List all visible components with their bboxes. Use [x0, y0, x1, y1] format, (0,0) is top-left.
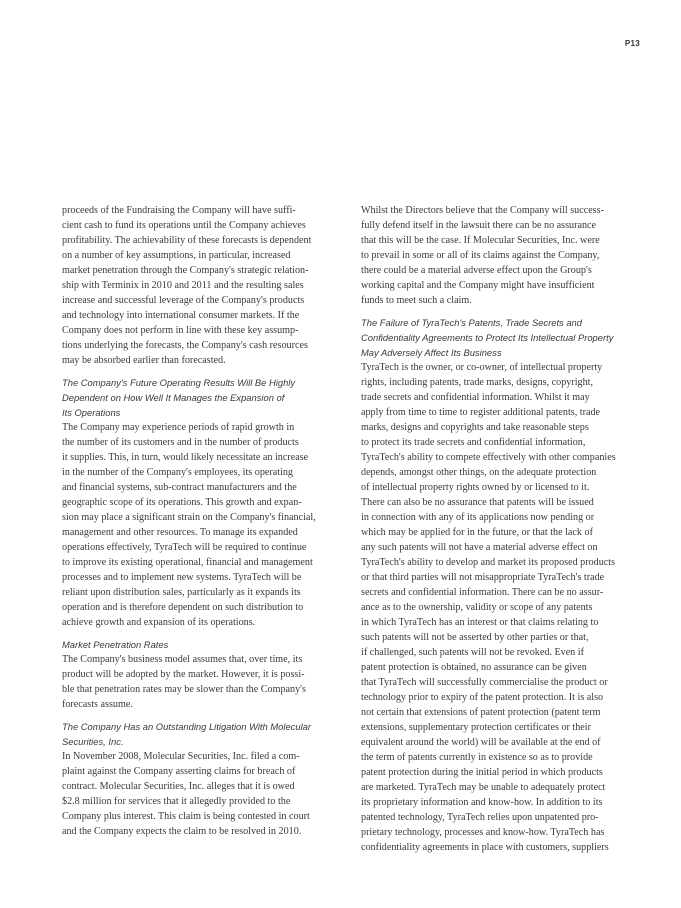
text-line: not certain that extensions of patent protection (patent term	[361, 707, 601, 718]
text-line: or that third parties will not misappropriate TyraTech's trade	[361, 572, 605, 583]
heading-line: The Company's Future Operating Results Will Be Highly	[62, 377, 296, 388]
text-line: and financial systems, sub-contract manufacturers and the	[62, 482, 297, 493]
body-paragraph	[62, 749, 341, 839]
text-line: Whilst the Directors believe that the Company will success-	[361, 205, 604, 216]
text-line: depends, amongst other things, on the adequate protection	[361, 467, 597, 478]
section-heading	[62, 719, 341, 749]
right-column	[361, 203, 640, 862]
text-line: on a number of key assumptions, in particular, increased	[62, 250, 291, 261]
heading-line: Confidentiality Agreements to Protect Its Intellectual Property	[361, 332, 614, 343]
text-line: operation and is therefore dependent on such distribution to	[62, 602, 304, 613]
text-line: in connection with any of its applications now pending or	[361, 512, 595, 523]
text-line: The Company's business model assumes that, over time, its	[62, 654, 303, 665]
text-line: to prevail in some or all of its claims against the Company,	[361, 250, 600, 261]
text-line: increase and successful leverage of the Company's products	[62, 295, 305, 306]
text-line: which may be applied for in the future, or that the lack of	[361, 527, 593, 538]
text-line: Company plus interest. This claim is being contested in court	[62, 811, 310, 822]
text-line: processes and to implement new systems. TyraTech will be	[62, 572, 302, 583]
text-line: There can also be no assurance that patents will be issued	[361, 497, 594, 508]
text-line: $2.8 million for services that it allegedly provided to the	[62, 796, 291, 807]
heading-line: Dependent on How Well It Manages the Expansion of	[62, 392, 285, 403]
text-line: in which TyraTech has an interest or that claims relating to	[361, 617, 599, 628]
text-line: and the Company expects the claim to be resolved in 2010.	[62, 826, 302, 837]
section-heading	[62, 375, 341, 420]
text-line: extensions, supplementary protection certificates or their	[361, 722, 591, 733]
text-line: rights, including patents, trade marks, designs, copyright,	[361, 377, 593, 388]
text-line: geographic scope of its operations. This growth and expan-	[62, 497, 302, 508]
text-line: technology prior to expiry of the patent protection. It is also	[361, 692, 604, 703]
text-line: operations effectively, TyraTech will be required to continue	[62, 542, 307, 553]
text-line: The Company may experience periods of rapid growth in	[62, 422, 295, 433]
text-line: secrets and confidential information. There can be no assur-	[361, 587, 604, 598]
text-line: patented technology, TyraTech relies upon unpatented pro-	[361, 812, 599, 823]
text-line: sion may place a significant strain on the Company's financial,	[62, 512, 316, 523]
text-line: there could be a material adverse effect upon the Group's	[361, 265, 592, 276]
text-line: management and other resources. To manage its expanded	[62, 527, 298, 538]
text-line: product will be adopted by the market. However, it is possi-	[62, 669, 305, 680]
text-line: funds to meet such a claim.	[361, 295, 472, 306]
text-line: Company does not perform in line with these key assump-	[62, 325, 299, 336]
text-line: TyraTech's ability to develop and market its proposed products	[361, 557, 616, 568]
text-line: ship with Terminix in 2010 and 2011 and the resulting sales	[62, 280, 304, 291]
heading-line: Market Penetration Rates	[62, 639, 169, 650]
heading-line: May Adversely Affect Its Business	[361, 347, 502, 358]
section-heading	[62, 637, 341, 652]
text-line: any such patents will not have a material adverse effect on	[361, 542, 598, 553]
text-line: that this will be the case. If Molecular Securities, Inc. were	[361, 235, 600, 246]
text-line: ble that penetration rates may be slower than the Company's	[62, 684, 306, 695]
text-line: equivalent around the world) will be available at the end of	[361, 737, 601, 748]
text-line: confidentiality agreements in place with customers, suppliers	[361, 842, 609, 853]
section-heading	[361, 315, 640, 360]
body-paragraph	[62, 203, 341, 368]
text-line: reliant upon distribution sales, particularly as it expands its	[62, 587, 301, 598]
heading-line: The Failure of TyraTech's Patents, Trade Secrets and	[361, 317, 582, 328]
text-line: working capital and the Company might have insufficient	[361, 280, 595, 291]
text-line: its proprietary information and know-how. In addition to its	[361, 797, 603, 808]
text-line: TyraTech is the owner, or co-owner, of intellectual property	[361, 362, 603, 373]
text-line: achieve growth and expansion of its operations.	[62, 617, 256, 628]
heading-line: Securities, Inc.	[62, 736, 124, 747]
text-line: patent protection during the initial period in which products	[361, 767, 603, 778]
text-line: trade secrets and confidential information. Whilst it may	[361, 392, 590, 403]
text-line: ance as to the ownership, validity or scope of any patents	[361, 602, 593, 613]
text-line: apply from time to time to register additional patents, trade	[361, 407, 600, 418]
text-line: to protect its trade secrets and confidential information,	[361, 437, 586, 448]
text-line: market penetration through the Company's strategic relation-	[62, 265, 309, 276]
text-line: profitability. The achievability of these forecasts is dependent	[62, 235, 312, 246]
body-paragraph	[62, 652, 341, 712]
text-line: cient cash to fund its operations until the Company achieves	[62, 220, 306, 231]
text-line: the number of its customers and in the number of products	[62, 437, 299, 448]
text-line: forecasts assume.	[62, 699, 133, 710]
text-line: and technology into international consumer markets. If the	[62, 310, 300, 321]
text-line: that TyraTech will successfully commercialise the product or	[361, 677, 608, 688]
text-line: fully defend itself in the lawsuit there can be no assurance	[361, 220, 597, 231]
text-line: tions underlying the forecasts, the Company's cash resources	[62, 340, 308, 351]
body-paragraph	[361, 203, 640, 308]
text-line: plaint against the Company asserting claims for breach of	[62, 766, 296, 777]
text-line: proceeds of the Fundraising the Company will have suffi-	[62, 205, 296, 216]
text-line: may be absorbed earlier than forecasted.	[62, 355, 226, 366]
text-line: to improve its existing operational, financial and management	[62, 557, 313, 568]
body-paragraph	[62, 420, 341, 630]
heading-line: The Company Has an Outstanding Litigation With Molecular	[62, 721, 312, 732]
text-line: In November 2008, Molecular Securities, Inc. filed a com-	[62, 751, 300, 762]
text-line: it supplies. This, in turn, would likely necessitate an increase	[62, 452, 309, 463]
text-line: patent protection is obtained, no assurance can be given	[361, 662, 587, 673]
page-number: P13	[624, 39, 640, 48]
body-paragraph	[361, 360, 640, 855]
text-line: if challenged, such patents will not be revoked. Even if	[361, 647, 584, 658]
text-line: of intellectual property rights owned by or licensed to it.	[361, 482, 590, 493]
text-line: such patents will not be asserted by other parties or that,	[361, 632, 589, 643]
text-line: TyraTech's ability to compete effectively with other companies	[361, 452, 616, 463]
text-line: in the number of the Company's employees, its operating	[62, 467, 293, 478]
text-line: the term of patents currently in existence so as to provide	[361, 752, 593, 763]
text-line: contract. Molecular Securities, Inc. alleges that it is owed	[62, 781, 295, 792]
text-line: marks, designs and copyrights and take reasonable steps	[361, 422, 589, 433]
text-line: prietary technology, processes and know-how. TyraTech has	[361, 827, 605, 838]
heading-line: Its Operations	[62, 407, 121, 418]
left-column	[62, 203, 341, 846]
text-line: are marketed. TyraTech may be unable to adequately protect	[361, 782, 606, 793]
